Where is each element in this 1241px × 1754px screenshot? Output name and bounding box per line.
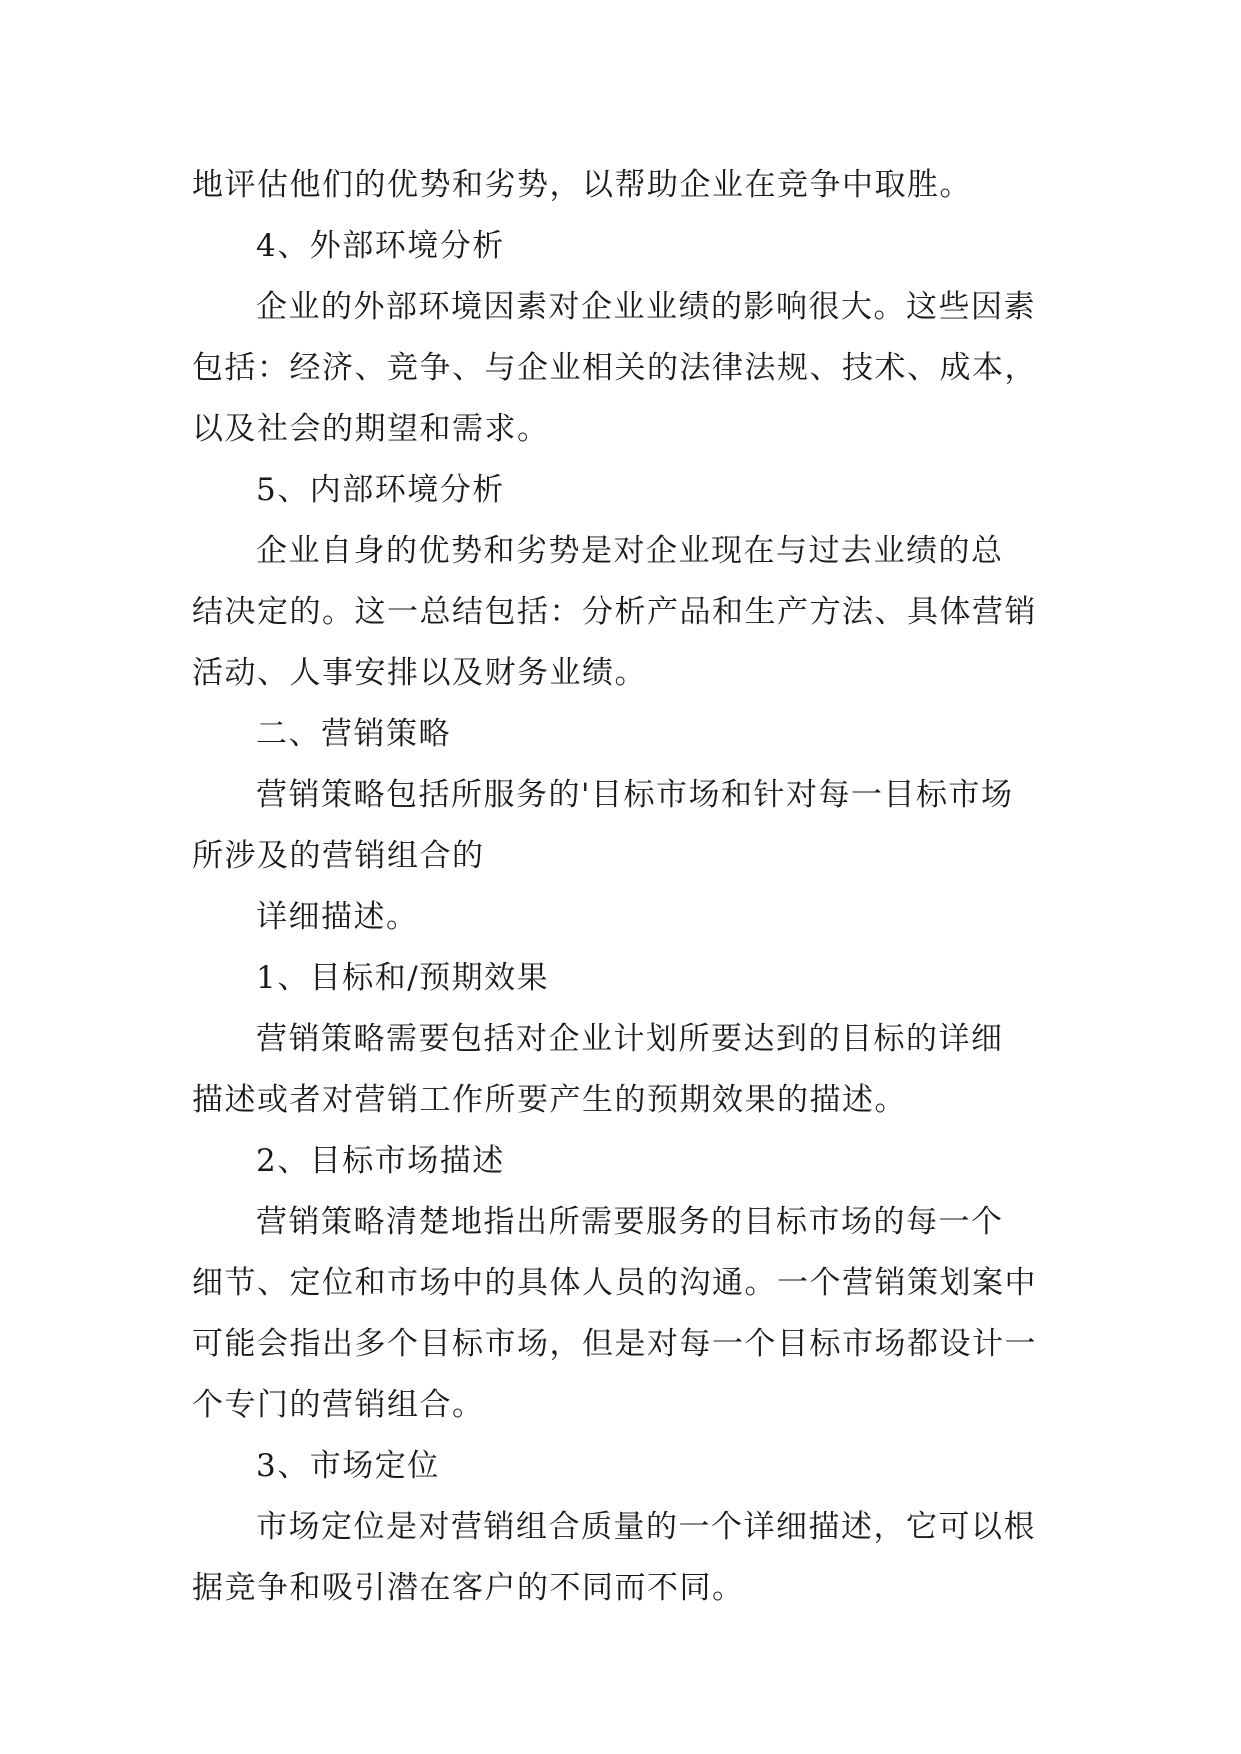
section-heading: 5、内部环境分析	[256, 472, 505, 508]
section-heading: 1、目标和/预期效果	[256, 960, 550, 996]
text-line: 详细描述。	[256, 899, 419, 935]
text-line: 细节、定位和市场中的具体人员的沟通。一个营销策划案中	[192, 1265, 1037, 1301]
section-heading: 2、目标市场描述	[256, 1143, 505, 1179]
text-line: 营销策略包括所服务的'目标市场和针对每一目标市场	[256, 777, 1014, 813]
text-line: 包括：经济、竞争、与企业相关的法律法规、技术、成本，	[192, 350, 1037, 386]
text-line: 结决定的。这一总结包括：分析产品和生产方法、具体营销	[192, 594, 1037, 630]
text-line: 市场定位是对营销组合质量的一个详细描述，它可以根	[256, 1509, 1036, 1545]
section-heading: 4、外部环境分析	[256, 228, 505, 264]
text-line: 营销策略清楚地指出所需要服务的目标市场的每一个	[256, 1204, 1004, 1240]
text-line: 个专门的营销组合。	[192, 1387, 485, 1423]
text-line: 企业的外部环境因素对企业业绩的影响很大。这些因素	[256, 289, 1036, 325]
section-heading: 二、营销策略	[256, 716, 451, 752]
text-line: 活动、人事安排以及财务业绩。	[192, 655, 647, 691]
text-line: 营销策略需要包括对企业计划所要达到的目标的详细	[256, 1021, 1004, 1057]
text-line: 可能会指出多个目标市场，但是对每一个目标市场都设计一	[192, 1326, 1037, 1362]
text-line: 地评估他们的优势和劣势，以帮助企业在竞争中取胜。	[192, 167, 972, 203]
text-line: 企业自身的优势和劣势是对企业现在与过去业绩的总	[256, 533, 1004, 569]
document-body	[192, 155, 1062, 1619]
section-heading: 3、市场定位	[256, 1448, 440, 1484]
text-line: 描述或者对营销工作所要产生的预期效果的描述。	[192, 1082, 907, 1118]
text-line: 所涉及的营销组合的	[192, 838, 485, 874]
text-line: 据竞争和吸引潜在客户的不同而不同。	[192, 1570, 745, 1606]
text-line: 以及社会的期望和需求。	[192, 411, 550, 447]
